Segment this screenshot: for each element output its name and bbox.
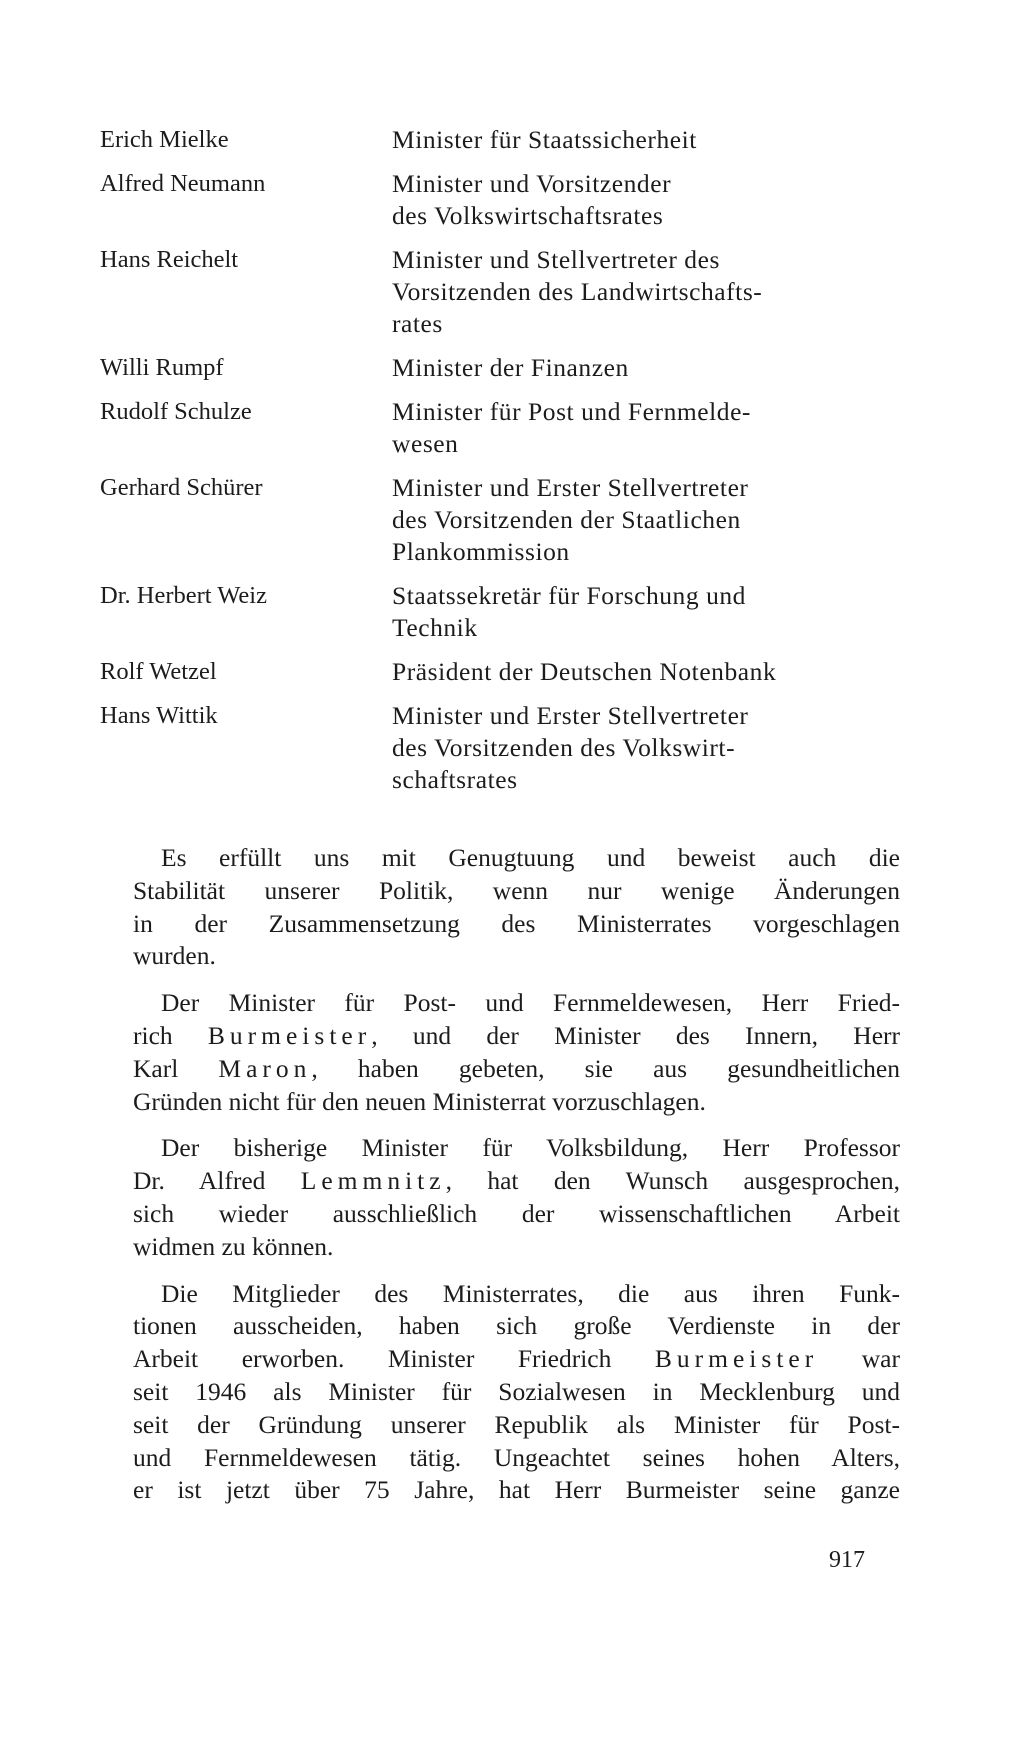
role-line: des Vorsitzenden des Volkswirt- <box>392 733 736 762</box>
roster-row <box>100 168 900 232</box>
roster-row <box>100 396 900 460</box>
text-line: Der Minister für Post- und Fernmeldewesen, Herr Fried- <box>161 988 900 1018</box>
role-line: Minister für Post und Fernmelde- <box>392 397 751 426</box>
role-line: des Vorsitzenden der Staatlichen <box>392 505 741 534</box>
text-line: Die Mitglieder des Ministerrates, die aus ihren Funk- <box>161 1278 900 1308</box>
name-spaced: Maron <box>218 1053 312 1083</box>
person-role <box>392 580 892 644</box>
role-line: wesen <box>392 429 459 458</box>
person-role <box>392 124 892 156</box>
person-role <box>392 352 892 384</box>
text-line: Gründen nicht für den neuen Ministerrat vorzuschlagen. <box>133 1086 706 1116</box>
text-run: Arbeit erworben. Minister Friedrich <box>133 1344 655 1374</box>
paragraph <box>133 1132 900 1263</box>
role-line: schaftsrates <box>392 765 518 794</box>
text-line: seit 1946 als Minister für Sozialwesen in Mecklenburg und <box>133 1376 900 1406</box>
text-line: wurden. <box>133 941 216 971</box>
person-name: Gerhard Schürer <box>100 474 263 501</box>
person-name: Rolf Wetzel <box>100 658 217 685</box>
role-line: Minister und Erster Stellvertreter <box>392 701 749 730</box>
paragraph <box>133 987 900 1118</box>
text-run: Dr. Alfred <box>133 1166 301 1196</box>
minister-roster <box>100 124 900 808</box>
text-run: Karl <box>133 1053 219 1083</box>
role-line: Staatssekretär für Forschung und <box>392 581 746 610</box>
roster-row <box>100 124 900 156</box>
person-role <box>392 700 892 796</box>
role-line: rates <box>392 309 443 338</box>
roster-row <box>100 700 900 796</box>
body-text <box>133 842 900 1521</box>
text-line <box>133 1165 900 1198</box>
role-line: Plankommission <box>392 537 570 566</box>
text-run: rich <box>133 1020 208 1050</box>
role-line: Minister der Finanzen <box>392 353 629 382</box>
page-number: 917 <box>829 1547 865 1573</box>
text-line: Stabilität unserer Politik, wenn nur wenige Änderungen <box>133 875 900 905</box>
role-line: Minister für Staatssicherheit <box>392 125 697 154</box>
role-line: des Volkswirtschaftsrates <box>392 201 664 230</box>
person-role <box>392 244 892 340</box>
name-spaced: Lemmnitz <box>300 1166 446 1196</box>
name-spaced: Burmeister <box>207 1020 372 1050</box>
person-name: Hans Wittik <box>100 702 218 729</box>
paragraph <box>133 1278 900 1508</box>
text-run: war <box>818 1344 900 1374</box>
roster-row <box>100 656 900 688</box>
text-line <box>133 1343 900 1376</box>
role-line: Minister und Erster Stellvertreter <box>392 473 749 502</box>
roster-row <box>100 580 900 644</box>
role-line: Vorsitzenden des Landwirtschafts- <box>392 277 763 306</box>
text-line: seit der Gründung unserer Republik als Minister für Post- <box>133 1409 900 1439</box>
text-run: , und der Minister des Innern, Herr <box>371 1020 900 1050</box>
text-line: in der Zusammensetzung des Ministerrates vorgeschlagen <box>133 908 900 938</box>
paragraph <box>133 842 900 973</box>
text-line: Der bisherige Minister für Volksbildung, Herr Professor <box>161 1133 900 1163</box>
role-line: Präsident der Deutschen Notenbank <box>392 657 777 686</box>
person-name: Willi Rumpf <box>100 354 224 381</box>
text-line: tionen ausscheiden, haben sich große Verdienste in der <box>133 1311 900 1341</box>
person-name: Erich Mielke <box>100 126 229 153</box>
text-run: , hat den Wunsch ausgesprochen, <box>445 1166 900 1196</box>
person-role <box>392 472 892 568</box>
person-name: Dr. Herbert Weiz <box>100 582 267 609</box>
text-line: sich wieder ausschließlich der wissenschaftlichen Arbeit <box>133 1198 900 1228</box>
text-line: Es erfüllt uns mit Genugtuung und beweist auch die <box>161 843 900 872</box>
role-line: Minister und Stellvertreter des <box>392 245 720 274</box>
text-line: und Fernmeldewesen tätig. Ungeachtet seines hohen Alters, <box>133 1442 900 1472</box>
role-line: Technik <box>392 613 478 642</box>
text-line: er ist jetzt über 75 Jahre, hat Herr Burmeister seine ganze <box>133 1475 900 1505</box>
text-line <box>133 1020 900 1053</box>
person-name: Alfred Neumann <box>100 170 266 197</box>
person-role <box>392 396 892 460</box>
text-run: , haben gebeten, sie aus gesundheitlichen <box>311 1053 900 1083</box>
roster-row <box>100 352 900 384</box>
roster-row <box>100 472 900 568</box>
roster-row <box>100 244 900 340</box>
person-name: Rudolf Schulze <box>100 398 252 425</box>
name-spaced: Burmeister <box>654 1344 819 1374</box>
person-name: Hans Reichelt <box>100 246 239 273</box>
person-role <box>392 168 892 232</box>
text-line <box>133 1053 900 1086</box>
person-role <box>392 656 892 688</box>
role-line: Minister und Vorsitzender <box>392 169 672 198</box>
text-line: widmen zu können. <box>133 1231 334 1261</box>
